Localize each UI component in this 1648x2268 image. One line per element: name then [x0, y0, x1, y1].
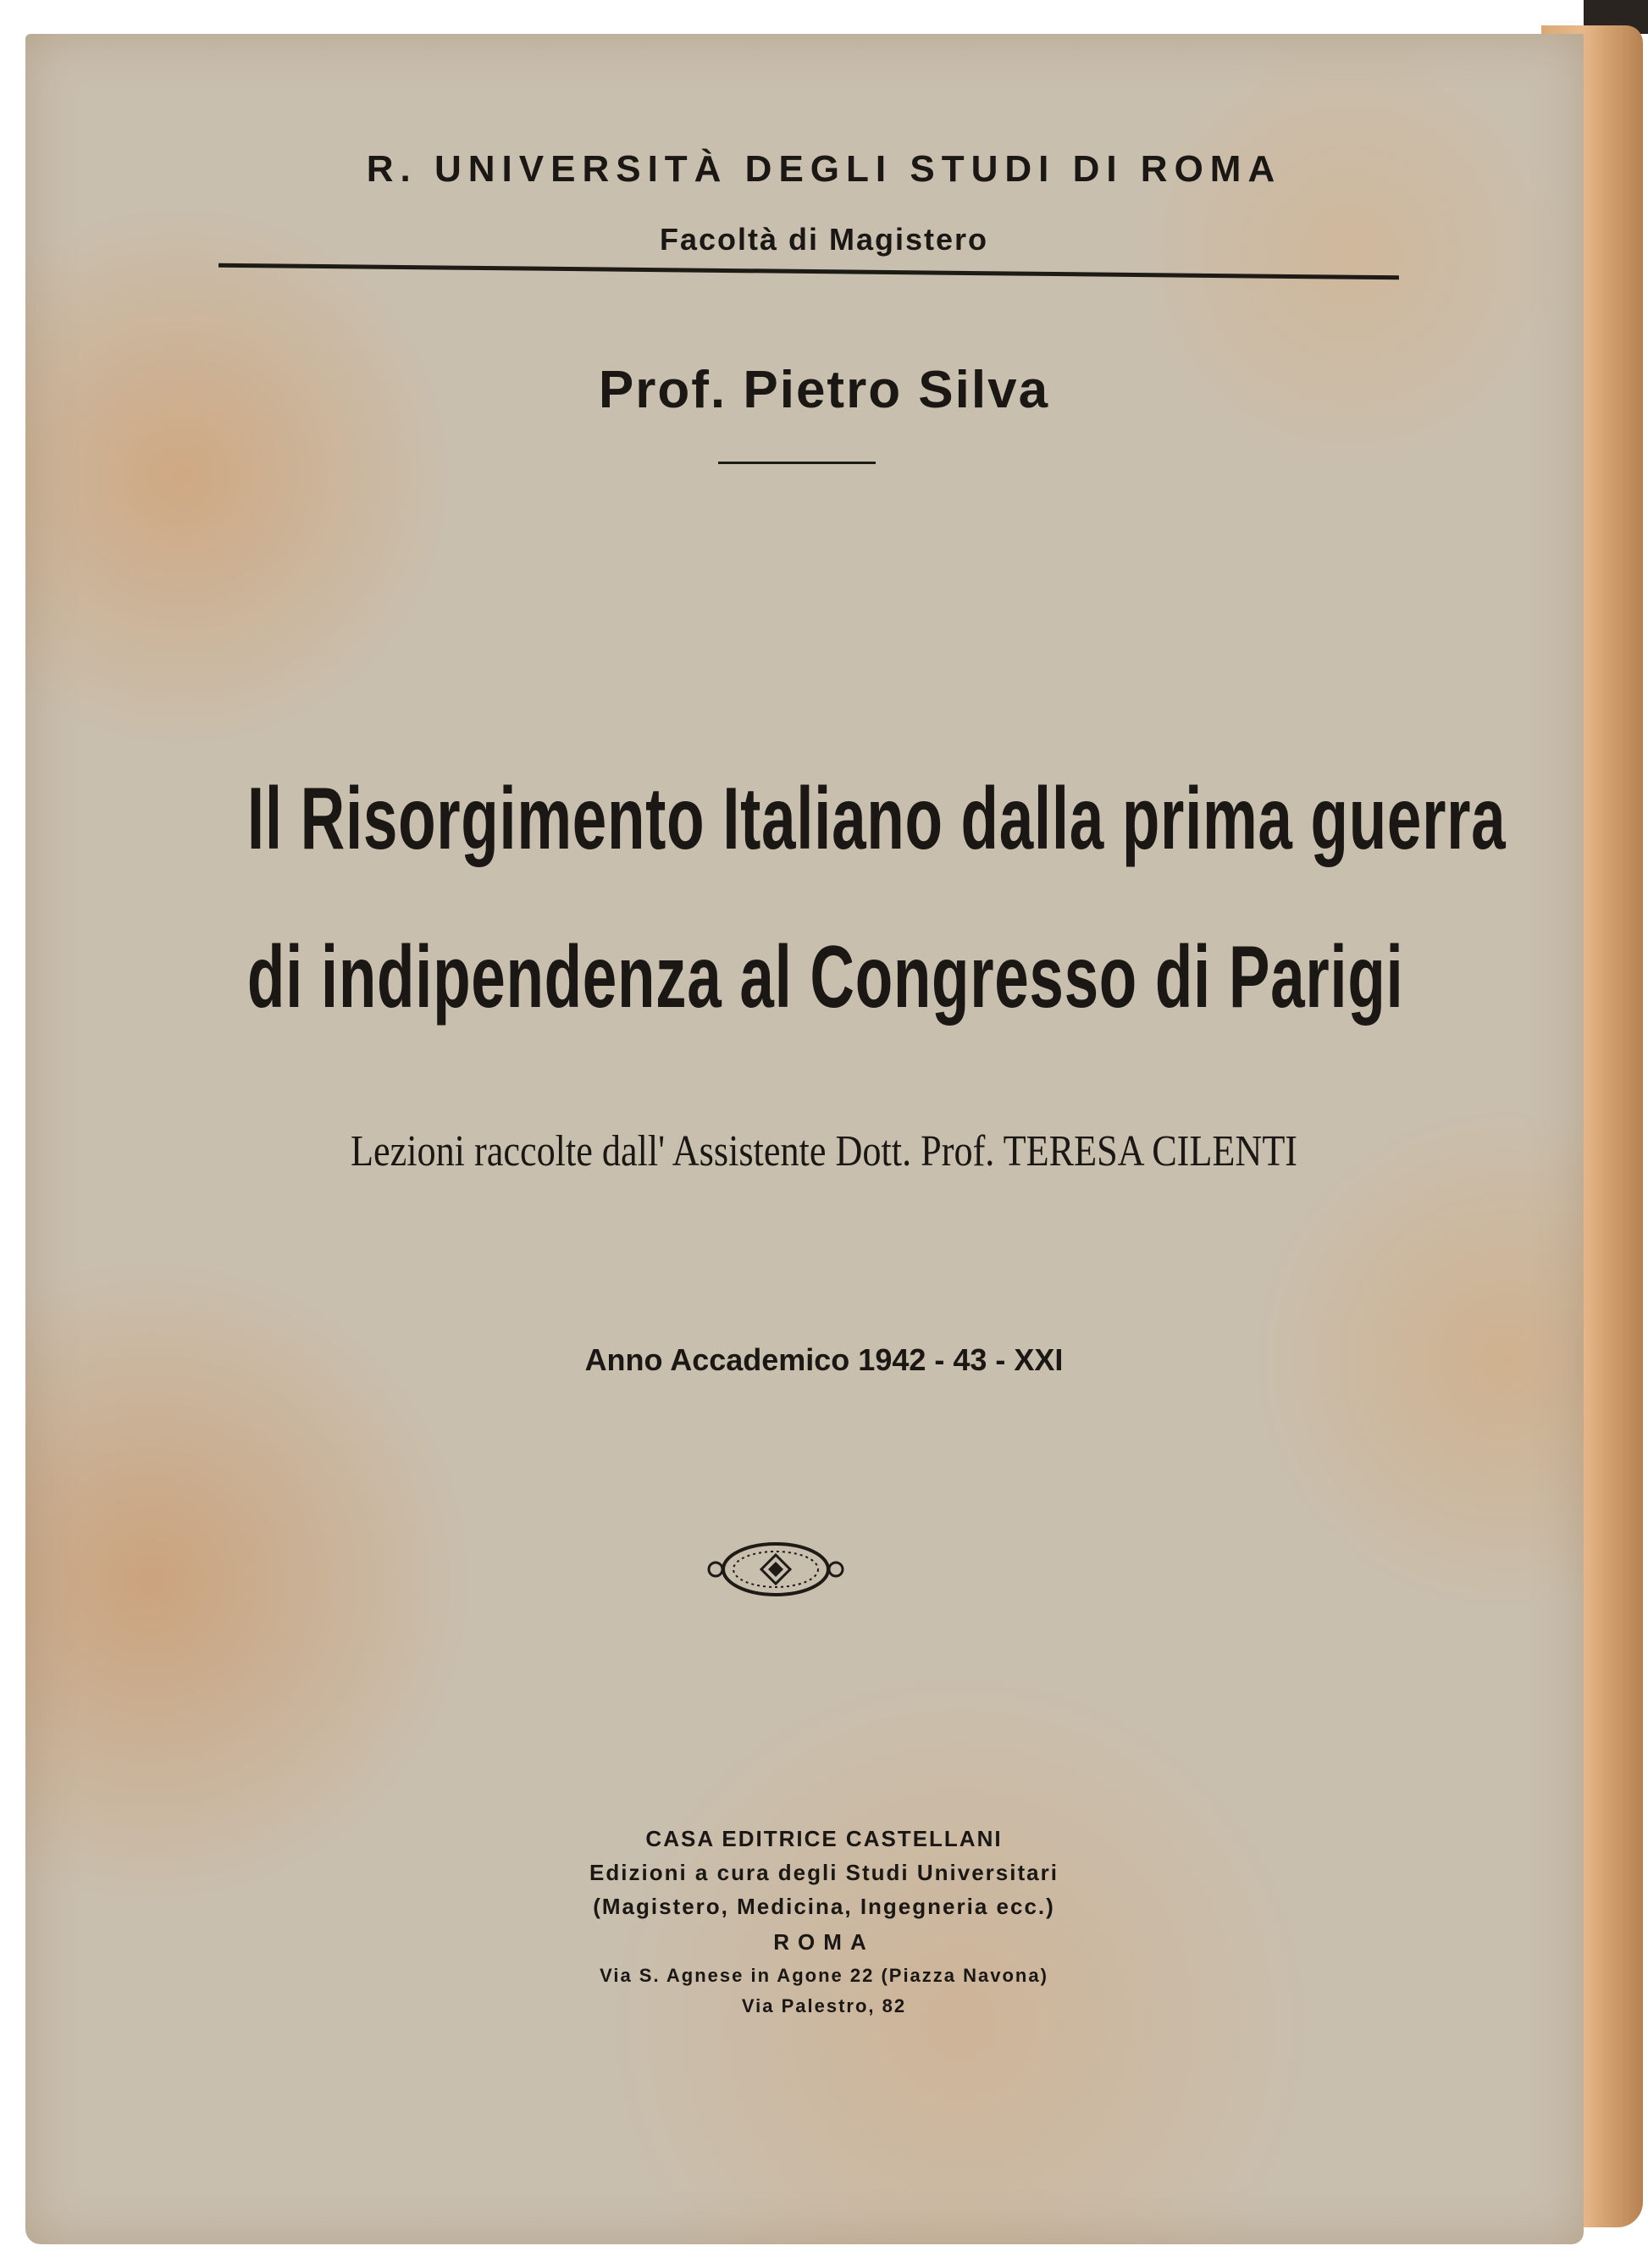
publisher-line-2: Edizioni a cura degli Studi Universitari	[589, 1860, 1059, 1885]
author-rule	[718, 462, 876, 464]
title-line-2: di indipendenza al Congresso di Parigi	[246, 928, 1404, 1026]
publisher-name: CASA EDITRICE CASTELLANI	[645, 1826, 1003, 1851]
author-name: Prof. Pietro Silva	[598, 361, 1050, 419]
publisher-address-1: Via S. Agnese in Agone 22 (Piazza Navona)	[600, 1965, 1048, 1986]
title-line-1: Il Risorgimento Italiano dalla prima guerra	[246, 770, 1507, 868]
publisher-city: ROMA	[773, 1929, 875, 1955]
publisher-address-2: Via Palestro, 82	[741, 1995, 907, 2016]
university-name: R. UNIVERSITÀ DEGLI STUDI DI ROMA	[366, 148, 1282, 190]
faculty-name: Facoltà di Magistero	[659, 222, 989, 257]
oval-ornament-icon	[705, 1531, 846, 1612]
subtitle: Lezioni raccolte dall' Assistente Dott. Prof. TERESA CILENTI	[350, 1127, 1298, 1175]
academic-year: Anno Accademico 1942 - 43 - XXI	[584, 1342, 1064, 1377]
publisher-line-3: (Magistero, Medicina, Ingegneria ecc.)	[593, 1894, 1055, 1919]
